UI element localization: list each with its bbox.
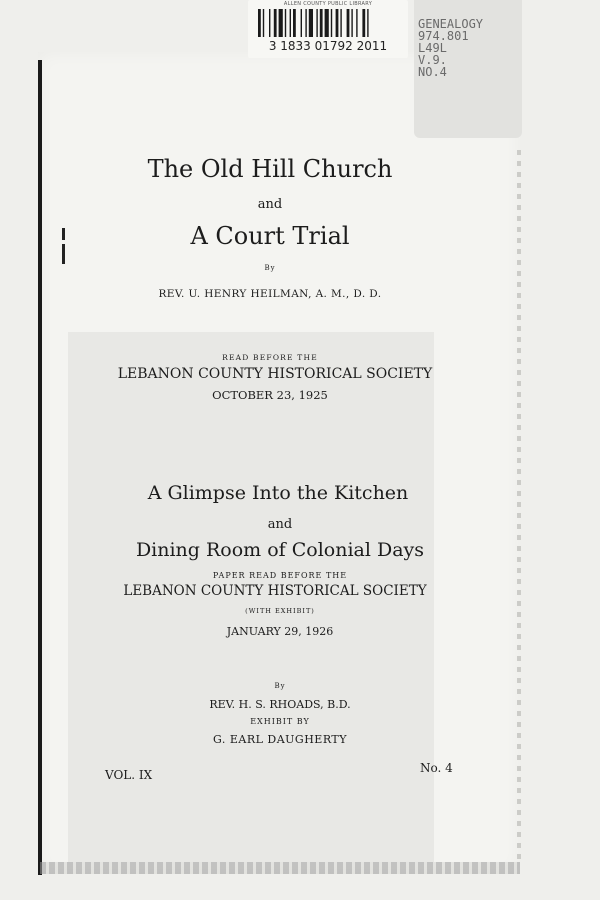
binding-mark (62, 244, 65, 264)
call-number-line: NO.4 (418, 65, 447, 79)
exhibit-by-label: EXHIBIT BY (250, 717, 310, 726)
call-number-line: GENEALOGY (418, 17, 484, 31)
title-conjunction: and (257, 197, 283, 212)
byline-label-2: By (274, 682, 286, 690)
title-line-2: A Court Trial (190, 222, 350, 250)
title-2-line-1: A Glimpse Into the Kitchen (147, 482, 409, 504)
with-exhibit-note: (WITH EXHIBIT) (245, 607, 315, 615)
exhibitor-name: G. EARL DAUGHERTY (212, 733, 348, 746)
page-binding-edge (38, 60, 42, 875)
binding-mark (62, 228, 65, 240)
author-1: REV. U. HENRY HEILMAN, A. M., D. D. (158, 288, 382, 300)
society-name-1: LEBANON COUNTY HISTORICAL SOCIETY (117, 366, 433, 382)
title-line-1: The Old Hill Church (147, 155, 393, 183)
title-2-conjunction: and (267, 517, 293, 532)
barcode-number: 3 1833 01792 2011 (268, 39, 388, 53)
call-number-line: V.9. (418, 53, 447, 67)
read-before-2: PAPER READ BEFORE THE (212, 571, 348, 580)
call-number-label (414, 0, 522, 138)
date-2: JANUARY 29, 1926 (226, 625, 334, 638)
volume-number: VOL. IX (105, 768, 153, 782)
date-1: OCTOBER 23, 1925 (212, 388, 328, 402)
issue-number: No. 4 (420, 761, 453, 775)
read-before-1: READ BEFORE THE (222, 353, 318, 362)
barcode-label (248, 0, 408, 58)
title-2-line-2: Dining Room of Colonial Days (135, 539, 425, 561)
page-right-edge (517, 150, 521, 865)
barcode-library-text: ALLEN COUNTY PUBLIC LIBRARY (283, 1, 373, 7)
call-number-line: L49L (418, 41, 447, 55)
byline-label: By (264, 264, 276, 272)
page-bottom-edge (40, 862, 520, 874)
author-2: REV. H. S. RHOADS, B.D. (209, 698, 351, 711)
barcode-icon (258, 9, 398, 37)
call-number-line: 974.801 (418, 29, 469, 43)
society-name-2: LEBANON COUNTY HISTORICAL SOCIETY (123, 583, 427, 599)
